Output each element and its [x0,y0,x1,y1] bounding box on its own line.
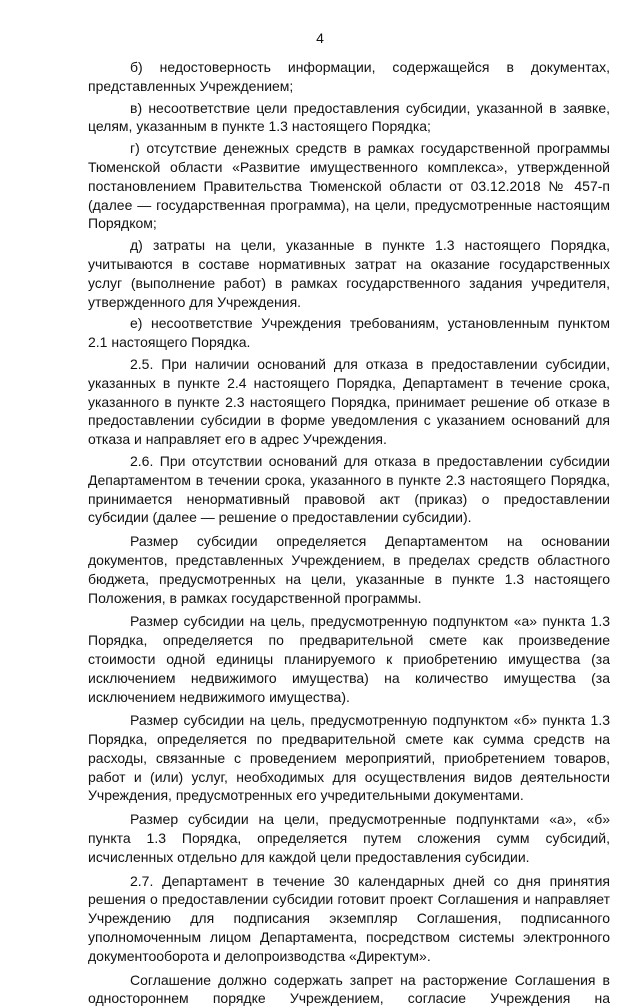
paragraph-item-g: г) отсутствие денежных средств в рамках государственной программы Тюменской области «Развитие имущественного комплекса», утвержденной постановлением Правительства Тюменской области от 03.12.2018 № 457-п (далее — государственная программа), на цели, предусмотренные настоящим Порядком; [88,140,610,232]
paragraph-2-6: 2.6. При отсутствии оснований для отказа в предоставлении субсидии Департаментом в течении срока, указанного в пункте 2.3 настоящего Порядка, принимается ненормативный правовой акт (приказ) о предоставлении субсидии (далее — решение о предоставлении субсидии). [88,452,610,526]
paragraph-item-e: е) несоответствие Учреждения требованиям, установленным пунктом 2.1 настоящего Порядка. [88,315,610,351]
paragraph-subsidy-goal-a: Размер субсидии на цель, предусмотренную подпунктом «а» пункта 1.3 Порядка, определяется по предварительной смете как произведение стоимости одной единицы планируемого к приобретению имущества (за исключением недвижимого имущества) на количество имущества (за исключением недвижимого имущества). [88,613,610,705]
paragraph-agreement: Соглашение должно содержать запрет на расторжение Соглашения в одностороннем порядке Учреждением, согласие Учреждения на [88,971,610,1007]
paragraph-subsidy-goals-sum: Размер субсидии на цели, предусмотренные подпунктами «а», «б» пункта 1.3 Порядка, определяется путем сложения сумм субсидий, исчисленных отдельно для каждой цели предоставления субсидии. [88,811,610,865]
paragraph-2-5: 2.5. При наличии оснований для отказа в предоставлении субсидии, указанных в пункте 2.4 настоящего Порядка, Департамент в течение срока, указанного в пункте 2.3 настоящего Порядка, принимает решение об отказе в предоставлении субсидии в форме уведомления с указанием оснований для отказа и направляет его в адрес Учреждения. [88,355,610,448]
paragraph-subsidy-goal-b: Размер субсидии на цель, предусмотренную подпунктом «б» пункта 1.3 Порядка, определяется по предварительной смете как сумма средств на расходы, связанные с проведением мероприятий, приобретением товаров, работ и (или) услуг, необходимых для осуществления видов деятельности Учреждения, предусмотренных его учредительными документами. [88,712,610,804]
document-body [88,58,610,1008]
paragraph-item-d: д) затраты на цели, указанные в пункте 1.3 настоящего Порядка, учитываются в составе нормативных затрат на оказание государственных услуг (выполнение работ) в рамках государственного задания учредителя, утвержденного для Учреждения. [88,237,610,310]
paragraph-item-b: б) недостоверность информации, содержащейся в документах, представленных Учреждением; [88,59,610,94]
paragraph-subsidy-size: Размер субсидии определяется Департаментом на основании документов, представленных Учреждением, в пределах средств областного бюджета, предусмотренных на цели, указанные в пункте 1.3 настоящего Положения, в рамках государственной программы. [88,533,610,606]
paragraph-2-7: 2.7. Департамент в течение 30 календарных дней со дня принятия решения о предоставлении субсидии готовит проект Соглашения и направляет Учреждению для подписания экземпляр Соглашения, подписанного уполномоченным лицом Департамента, посредством системы электронного документооборота и делопроизводства «Директум». [88,872,610,964]
paragraph-item-v: в) несоответствие цели предоставления субсидии, указанной в заявке, целям, указанным в пункте 1.3 настоящего Порядка; [88,99,610,135]
page-number: 4 [316,30,324,46]
